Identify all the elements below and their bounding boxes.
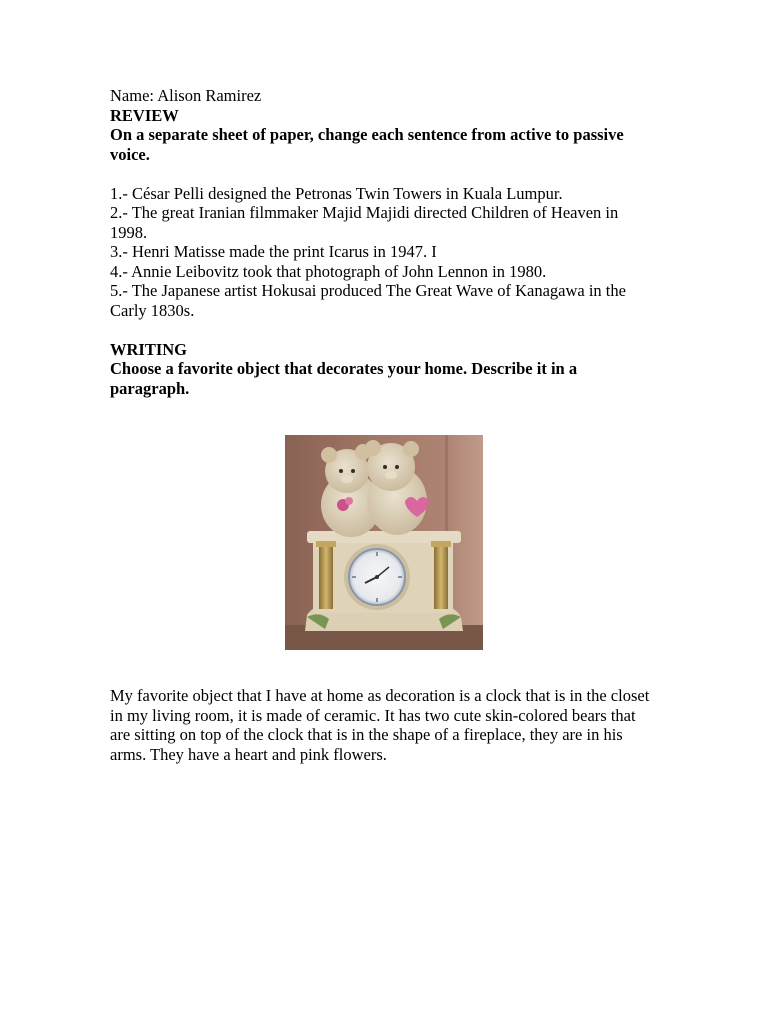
- review-list: [110, 184, 650, 321]
- writing-paragraph: My favorite object that I have at home as decoration is a clock that is in the closet in my living room, it is made of ceramic. It has two cute skin-colored bears that are sitting on top of the clock that is in the shape of a fireplace, they are in his arms. They have a heart and pink flowers.: [110, 686, 650, 764]
- list-item: 2.- The great Iranian filmmaker Majid Majidi directed Children of Heaven in 1998.: [110, 203, 619, 242]
- student-name: Name: Alison Ramirez: [110, 86, 262, 105]
- list-item: 1.- César Pelli designed the Petronas Twin Towers in Kuala Lumpur.: [110, 183, 563, 203]
- review-heading: REVIEW: [110, 105, 179, 125]
- clock-photo: [285, 435, 483, 650]
- list-item: 5.- The Japanese artist Hokusai produced The Great Wave of Kanagawa in the Carly 1830s.: [110, 281, 626, 320]
- document-body: [110, 86, 650, 398]
- list-item: 4.- Annie Leibovitz took that photograph of John Lennon in 1980.: [110, 261, 547, 281]
- bear-clock-image: [285, 435, 483, 650]
- spacer: [110, 320, 650, 340]
- writing-heading: WRITING: [110, 339, 188, 359]
- writing-instruction: Choose a favorite object that decorates your home. Describe it in a paragraph.: [110, 359, 582, 398]
- list-item: 3.- Henri Matisse made the print Icarus in 1947. I: [110, 242, 437, 261]
- spacer: [110, 164, 650, 184]
- review-instruction: On a separate sheet of paper, change each sentence from active to passive voice.: [110, 125, 628, 164]
